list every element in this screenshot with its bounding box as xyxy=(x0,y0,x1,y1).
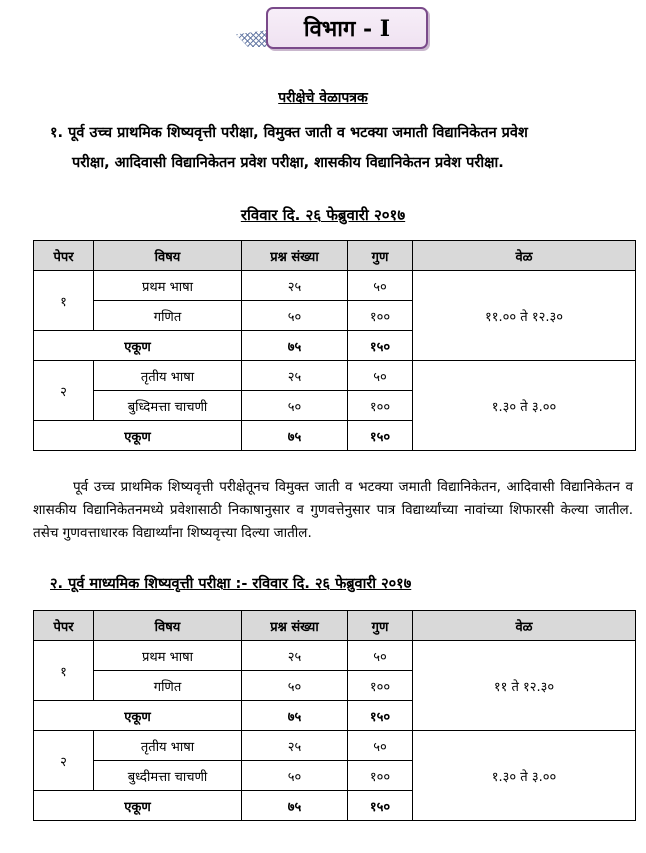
questions-cell: ५० xyxy=(242,671,348,701)
questions-cell: ५० xyxy=(242,391,348,421)
total-marks: १५० xyxy=(348,701,413,731)
total-questions: ७५ xyxy=(242,331,348,361)
total-marks: १५० xyxy=(348,421,413,451)
marks-cell: ५० xyxy=(348,731,413,761)
marks-cell: १०० xyxy=(348,301,413,331)
total-label: एकूण xyxy=(34,701,242,731)
section-title: विभाग - I xyxy=(266,7,428,49)
section-title-badge xyxy=(236,7,431,51)
subject-cell: गणित xyxy=(94,301,242,331)
schedule-heading: परीक्षेचे वेळापत्रक xyxy=(278,90,368,106)
total-questions: ७५ xyxy=(242,421,348,451)
questions-cell: २५ xyxy=(242,271,348,301)
questions-cell: २५ xyxy=(242,731,348,761)
total-label: एकूण xyxy=(34,331,242,361)
paper-number: २ xyxy=(34,361,94,421)
header-time: वेळ xyxy=(413,241,636,271)
marks-cell: ५० xyxy=(348,641,413,671)
total-marks: १५० xyxy=(348,331,413,361)
marks-cell: १०० xyxy=(348,761,413,791)
questions-cell: ५० xyxy=(242,761,348,791)
header-questions: प्रश्न संख्या xyxy=(242,241,348,271)
section2-heading: २. पूर्व माध्यमिक शिष्यवृत्ती परीक्षा :- रविवार दि. २६ फेब्रुवारी २०१७ xyxy=(50,576,412,592)
subject-cell: प्रथम भाषा xyxy=(94,641,242,671)
header-questions: प्रश्न संख्या xyxy=(242,611,348,641)
header-subject: विषय xyxy=(94,241,242,271)
header-paper: पेपर xyxy=(34,241,94,271)
total-marks: १५० xyxy=(348,791,413,821)
marks-cell: ५० xyxy=(348,271,413,301)
section1-title-line1: १. पूर्व उच्च प्राथमिक शिष्यवृत्ती परीक्षा, विमुक्त जाती व भटक्या जमाती विद्यानिकेतन प्रवेश xyxy=(50,125,528,141)
subject-cell: गणित xyxy=(94,671,242,701)
subject-cell: बुध्दिमत्ता चाचणी xyxy=(94,391,242,421)
total-label: एकूण xyxy=(34,791,242,821)
marks-cell: १०० xyxy=(348,391,413,421)
time-cell: ११ ते १२.३० xyxy=(413,641,636,731)
table-row xyxy=(34,361,636,391)
header-marks: गुण xyxy=(348,611,413,641)
section1-date: रविवार दि. २६ फेब्रुवारी २०१७ xyxy=(240,206,406,224)
questions-cell: ५० xyxy=(242,301,348,331)
header-paper: पेपर xyxy=(34,611,94,641)
table-row xyxy=(34,271,636,301)
subject-cell: तृतीय भाषा xyxy=(94,361,242,391)
questions-cell: २५ xyxy=(242,361,348,391)
table-row xyxy=(34,641,636,671)
time-cell: ११.०० ते १२.३० xyxy=(413,271,636,361)
total-questions: ७५ xyxy=(242,701,348,731)
header-subject: विषय xyxy=(94,611,242,641)
paper-number: २ xyxy=(34,731,94,791)
info-paragraph: पूर्व उच्च प्राथमिक शिष्यवृत्ती परीक्षेतूनच विमुक्त जाती व भटक्या जमाती विद्यानिकेतन, आदिवासी विद्यानिकेतन व शासकीय विद्यानिकेतनमध्ये प्रवेशासाठी निकाषानुसार व गुणवत्तेनुसार पात्र विद्यार्थ्यांच्या नावांच्या शिफारसी केल्या जातील. तसेच गुणवत्ताधारक विद्यार्थ्यांना शिष्यवृत्त्या दिल्या जातील. xyxy=(33,479,633,541)
header-time: वेळ xyxy=(413,611,636,641)
subject-cell: तृतीय भाषा xyxy=(94,731,242,761)
marks-cell: ५० xyxy=(348,361,413,391)
subject-cell: बुध्दीमत्ता चाचणी xyxy=(94,761,242,791)
subject-cell: प्रथम भाषा xyxy=(94,271,242,301)
marks-cell: १०० xyxy=(348,671,413,701)
section1-title-line2: परीक्षा, आदिवासी विद्यानिकेतन प्रवेश परीक्षा, शासकीय विद्यानिकेतन प्रवेश परीक्षा. xyxy=(72,155,504,171)
paper-number: १ xyxy=(34,271,94,331)
questions-cell: २५ xyxy=(242,641,348,671)
time-cell: १.३० ते ३.०० xyxy=(413,361,636,451)
table-row xyxy=(34,731,636,761)
time-cell: १.३० ते ३.०० xyxy=(413,731,636,821)
exam-table-1 xyxy=(33,240,636,451)
total-label: एकूण xyxy=(34,421,242,451)
exam-table-2 xyxy=(33,610,636,821)
header-marks: गुण xyxy=(348,241,413,271)
paper-number: १ xyxy=(34,641,94,701)
total-questions: ७५ xyxy=(242,791,348,821)
